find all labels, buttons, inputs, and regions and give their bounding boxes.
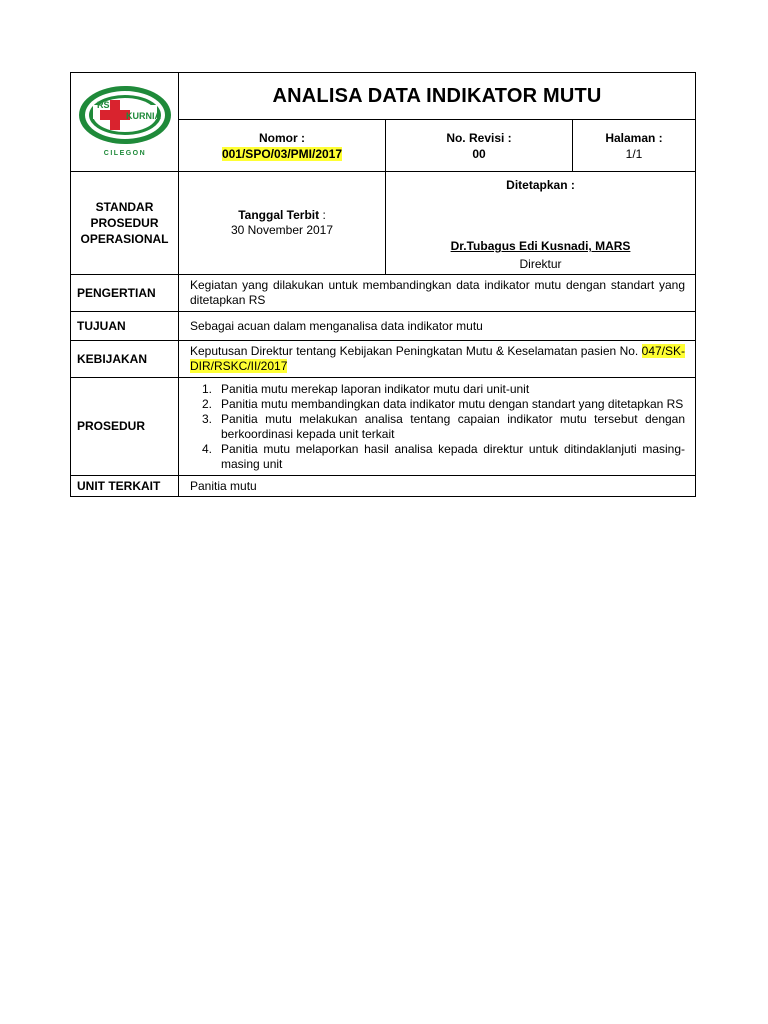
prosedur-list xyxy=(190,382,685,472)
kebijakan-text: Keputusan Direktur tentang Kebijakan Peningkatan Mutu & Keselamatan pasien No. xyxy=(190,344,639,358)
pengertian-text: Kegiatan yang dilakukan untuk membandingkan data indikator mutu dengan standart yang ditetapkan RS xyxy=(179,275,696,312)
svg-text:KURNIA: KURNIA xyxy=(125,111,161,121)
logo-cell xyxy=(71,73,179,172)
prosedur-item: 4. Panitia mutu melaporkan hasil analisa kepada direktur untuk ditindaklanjuti masing-masing unit xyxy=(202,441,686,471)
prosedur-cell xyxy=(179,378,696,476)
sop-label-cell xyxy=(71,172,179,275)
nomor-cell xyxy=(179,120,386,172)
unit-terkait-label: UNIT TERKAIT xyxy=(71,476,179,497)
tujuan-text: Sebagai acuan dalam menganalisa data indikator mutu xyxy=(179,312,696,341)
sop-table xyxy=(70,72,696,497)
nomor-label: Nomor : xyxy=(259,130,305,145)
sop-line-operasional: OPERASIONAL xyxy=(80,232,169,246)
revisi-value: 00 xyxy=(472,146,486,161)
prosedur-item: 3. Panitia mutu melakukan analisa tentang capaian indikator mutu tersebut dengan berkoordinasi kepada unit terkait xyxy=(202,411,686,441)
tanggal-value: 30 November 2017 xyxy=(230,223,334,237)
revisi-label: No. Revisi : xyxy=(446,130,512,145)
prosedur-item: 2. Panitia mutu membandingkan data indikator mutu dengan standart yang ditetapkan RS xyxy=(202,396,684,411)
tanggal-terbit-cell xyxy=(179,172,386,275)
hospital-logo xyxy=(75,83,175,161)
kebijakan-number: 047/SK-DIR/RSKC/II/2017 xyxy=(190,344,686,373)
tanggal-label: Tanggal Terbit xyxy=(238,208,320,222)
sop-line-prosedur: PROSEDUR xyxy=(90,216,159,230)
prosedur-item: 1. Panitia mutu merekap laporan indikator mutu dari unit-unit xyxy=(202,381,530,396)
tujuan-label: TUJUAN xyxy=(71,312,179,341)
tanggal-colon: : xyxy=(319,208,326,222)
ditetapkan-label: Ditetapkan : xyxy=(506,178,575,192)
kebijakan-cell xyxy=(179,341,696,378)
document-title: ANALISA DATA INDIKATOR MUTU xyxy=(179,73,696,120)
signer-role: Direktur xyxy=(519,257,562,271)
ditetapkan-cell xyxy=(386,172,696,275)
revisi-cell xyxy=(386,120,573,172)
signer-name: Dr.Tubagus Edi Kusnadi, MARS xyxy=(450,239,631,253)
pengertian-label: PENGERTIAN xyxy=(71,275,179,312)
halaman-label: Halaman : xyxy=(605,130,663,145)
nomor-value: 001/SPO/03/PMI/2017 xyxy=(221,146,343,161)
sop-line-standar: STANDAR xyxy=(95,200,154,214)
prosedur-label: PROSEDUR xyxy=(71,378,179,476)
sop-document xyxy=(70,72,695,497)
svg-text:RS: RS xyxy=(96,100,110,110)
kebijakan-label: KEBIJAKAN xyxy=(71,341,179,378)
halaman-value: 1/1 xyxy=(625,146,643,161)
unit-terkait-text: Panitia mutu xyxy=(179,476,696,497)
halaman-cell xyxy=(573,120,696,172)
svg-text:CILEGON: CILEGON xyxy=(103,150,146,157)
